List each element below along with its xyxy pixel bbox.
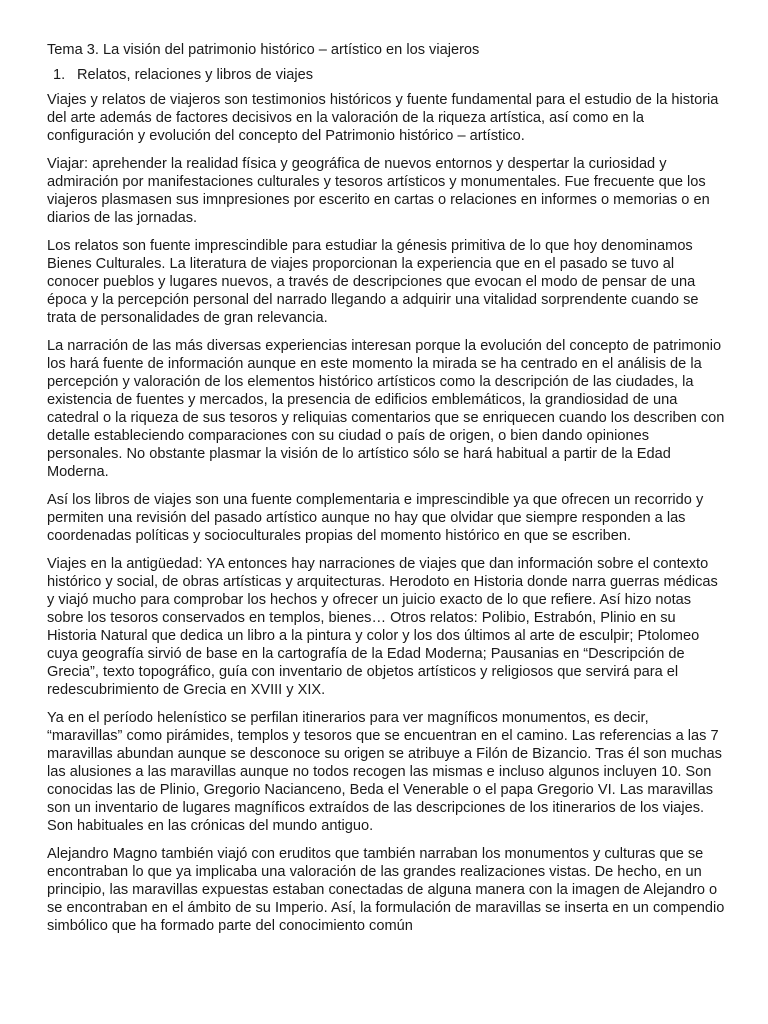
section-title: Relatos, relaciones y libros de viajes [77,67,314,83]
paragraph-6: Viajes en la antigüedad: YA entonces hay narraciones de viajes que dan información sobre el contexto histórico y social, de obras artísticas y arquitecturas. Herodoto en Historia donde narra guerras médicas y viajó mucho para comprobar los hechos y ofrecer un juicio exacto de lo que refiere. Así hizo notas sobre los tesoros conservados en templos, bienes… Otros relatos: Polibio, Estrabón, Plinio en su Historia Natural que dedica un libro a la pintura y color y los dos últimos al arte de esculpir; Ptolomeo cuya geografía sirvió de base en la cartografía de la Edad Moderna; Pausanias en “Descripción de Grecia”, texto topográfico, guía con inventario de objetos artísticos y religiosos que servirá para el redescubrimiento de Grecia en XVIII y XIX. [47,556,718,698]
paragraph-1: Viajes y relatos de viajeros son testimonios históricos y fuente fundamental para el estudio de la historia del arte además de factores decisivos en la valoración de la riqueza artística, así como en la configuración y evolución del concepto del Patrimonio histórico – artístico. [47,92,719,144]
paragraph-2: Viajar: aprehender la realidad física y geográfica de nuevos entornos y despertar la curiosidad y admiración por manifestaciones culturales y tesoros artísticos y monumentales. Fue frecuente que los viajeros plasmasen sus imnpresiones por escerito en cartas o relaciones en informes o memorias o en diarios de las jornadas. [47,156,710,226]
paragraph-5: Así los libros de viajes son una fuente complementaria e imprescindible ya que ofrecen un recorrido y permiten una revisión del pasado artístico aunque no hay que olvidar que siempre responden a las coordenadas políticas y socioculturales propias del momento histórico en que se escriben. [47,492,704,544]
paragraph-4: La narración de las más diversas experiencias interesan porque la evolución del concepto de patrimonio los hará fuente de información aunque en este momento la mirada se ha centrado en el análisis de la percepción y valoración de los elementos histórico artísticos como la descripción de las ciudades, la existencia de fuentes y mercados, la presencia de edificios emblemáticos, la grandiosidad de una catedral o la riqueza de sus tesoros y reliquias comentarios que se enriquecen cuando los describen con detalle estableciendo comparaciones con su ciudad o país de origen, o bien dando opiniones personales. No obstante plasmar la visión de lo artístico sólo se hará habitual a partir de la Edad Moderna. [47,338,725,480]
section-number: 1. [53,67,66,83]
paragraph-7: Ya en el período helenístico se perfilan itinerarios para ver magníficos monumentos, es decir, “maravillas” como pirámides, templos y tesoros que se encuentran en el camino. Las referencias a las 7 maravillas abundan aunque se desconoce su origen se atribuye a Filón de Bizancio. Tras él son muchas las alusiones a las maravillas aunque no todos recogen las mismas e incluso algunos incluyen 10. Son conocidas las de Plinio, Gregorio Nacianceno, Beda el Venerable o el papa Gregorio VI. Las maravillas son un inventario de lugares magníficos extraídos de las descripciones de los itinerarios de los viajes. Son habituales en las crónicas del mundo antiguo. [47,710,722,834]
section-heading [47,66,727,84]
paragraph-8: Alejandro Magno también viajó con eruditos que también narraban los monumentos y culturas que se encontraban lo que ya implicaba una valoración de las grandes realizaciones vistas. De hecho, en un principio, las maravillas expuestas estaban conectadas de alguna manera con la imagen de Alejandro o se encontraban en el ámbito de su Imperio. Así, la formulación de maravillas se inserta en un compendio simbólico que ha formado parte del conocimiento común [47,846,725,934]
document-title: Tema 3. La visión del patrimonio histórico – artístico en los viajeros [47,42,480,58]
document-page [47,41,727,1024]
paragraph-3: Los relatos son fuente imprescindible para estudiar la génesis primitiva de lo que hoy denominamos Bienes Culturales. La literatura de viajes proporcionan la experiencia que en el pasado se tuvo al conocer pueblos y lugares nuevos, a través de descripciones que evocan el modo de pensar de una época y la percepción personal del narrado llegando a adquirir una vitalidad sorprendente cuando se trata de personalidades de gran relevancia. [47,238,699,326]
